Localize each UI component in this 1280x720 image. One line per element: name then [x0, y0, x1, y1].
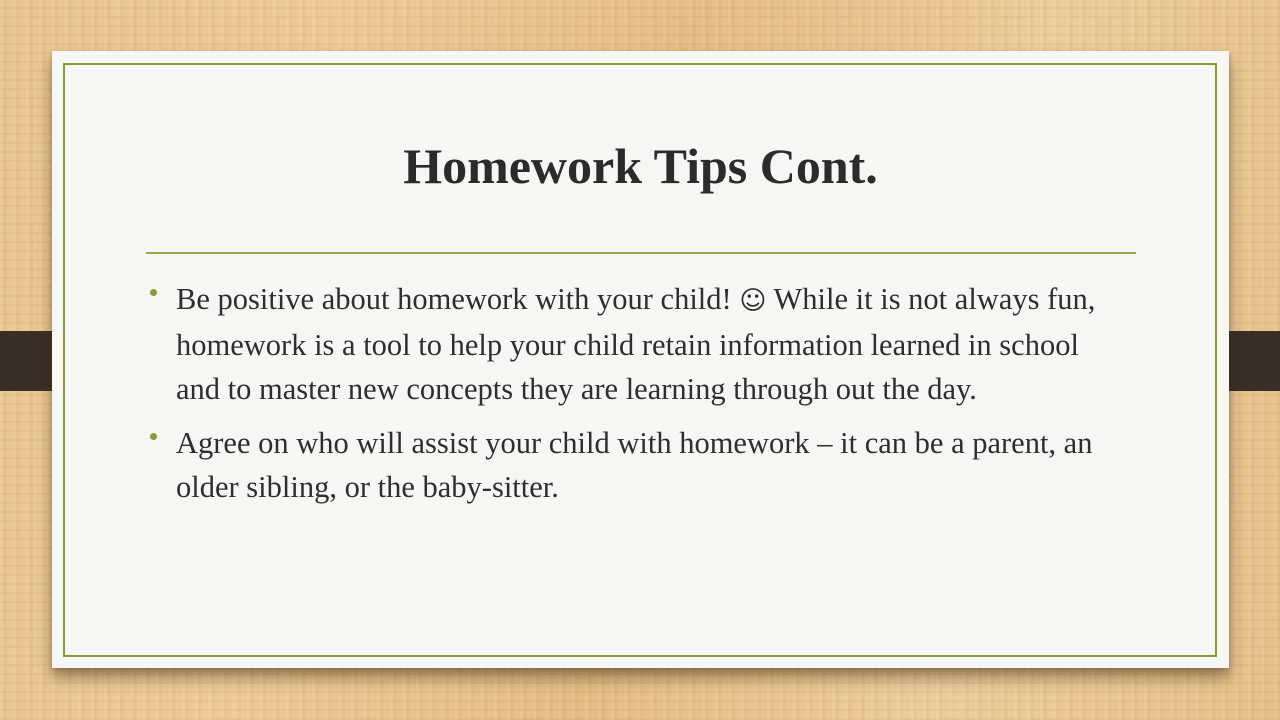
bullet-text: Agree on who will assist your child with homework – it can be a parent, an older sibling, or the baby-sitter. [176, 426, 1093, 504]
slide-title: Homework Tips Cont. [403, 138, 878, 194]
bullet-dot-icon [150, 289, 157, 296]
bullet-text-part2: While it is not always fun, homework is a tool to help your child retain information learned in school and to master new concepts they are learning through out the day. [176, 282, 1096, 406]
smiley-icon: ☺ [739, 286, 767, 316]
slide-card [52, 51, 1229, 668]
bullet-item-positive [150, 277, 1110, 411]
bullet-dot-icon [150, 433, 157, 440]
bullet-text-part1: Be positive about homework with your child! [176, 282, 740, 316]
bullet-item-assist [150, 421, 1110, 509]
title-divider [146, 252, 1136, 254]
bullet-list [150, 277, 1110, 519]
